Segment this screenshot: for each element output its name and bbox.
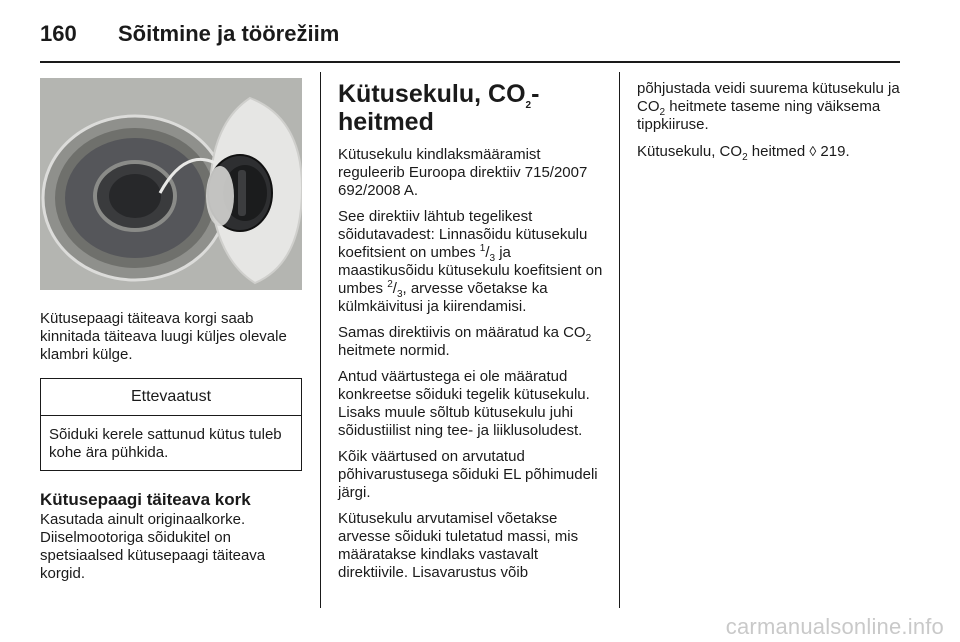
paragraph-continued: põhjustada veidi suurema kütusekulu ja $CO_2$ heitmete taseme ning väiksema tippkiiruse. xyxy=(637,80,900,133)
column-divider xyxy=(619,72,620,608)
reference-arrow-icon: ◊ xyxy=(809,143,817,159)
middle-column xyxy=(338,80,608,590)
paragraph-co2-norms: Samas direktiivis on määratud ka $CO_2$ heitmete normid. xyxy=(338,324,592,359)
section-heading: Kütusekulu, $CO_2$-heitmed xyxy=(338,80,540,136)
left-column xyxy=(40,78,305,591)
warning-text: Sõiduki kerele sattunud kütus tuleb kohe ära pühkida. xyxy=(49,426,282,461)
paragraph-driving-practice: See direktiiv lähtub tegelikest sõidutavadest: Linnasõidu kütusekulu koefitsient on umbes $^1/_3$ ja maastikusõidu kütusekulu koefitsient on umbes $^2/_3$, arvesse võetakse ka külmkäivitusi ja kiirendamisi. xyxy=(338,208,603,315)
paragraph-directive: Kütusekulu kindlaksmääramist reguleerib Euroopa direktiiv 715/2007 692/2008 A. xyxy=(338,146,588,199)
paragraph-actual-consumption: Antud väärtustega ei ole määratud konkreetse sõiduki tegelik kütusekulu. Lisaks muule sõltub kütusekulu juhi sõidustiilist ning tee- ja liiklusoludest. xyxy=(338,368,590,439)
right-column xyxy=(637,80,902,169)
warning-title: Ettevaatust xyxy=(41,379,301,416)
watermark: carmanualsonline.info xyxy=(725,614,944,639)
fuel-cap-heading: Kütusepaagi täiteava kork xyxy=(40,490,251,509)
page-header xyxy=(40,14,339,54)
page-number: 160 xyxy=(40,21,77,46)
fuel-filler-illustration xyxy=(40,78,302,290)
photo-caption: Kütusepaagi täiteava korgi saab kinnitada täiteava luugi küljes olevale klambri külge. xyxy=(40,310,287,363)
fuel-cap-text: Kasutada ainult originaalkorke. Diiselmootoriga sõidukitel on spetsiaalsed kütusepaagi täiteava korgid. xyxy=(40,511,266,582)
paragraph-calculated-values: Kõik väärtused on arvutatud põhivarustusega sõiduki EL põhimudeli järgi. xyxy=(338,448,598,501)
cross-reference-link[interactable]: Kütusekulu, $CO_2$ heitmed ◊ 219. xyxy=(637,143,850,163)
fuel-cap-photo xyxy=(40,78,302,290)
chapter-title: Sõitmine ja töörežiim xyxy=(118,21,340,46)
warning-box xyxy=(40,378,302,471)
paragraph-vehicle-mass: Kütusekulu arvutamisel võetakse arvesse sõiduki tuletatud massi, mis määratakse kindlaks vastavalt direktiivile. Lisavarustus võib xyxy=(338,510,579,581)
header-rule xyxy=(40,61,900,63)
column-divider xyxy=(320,72,321,608)
